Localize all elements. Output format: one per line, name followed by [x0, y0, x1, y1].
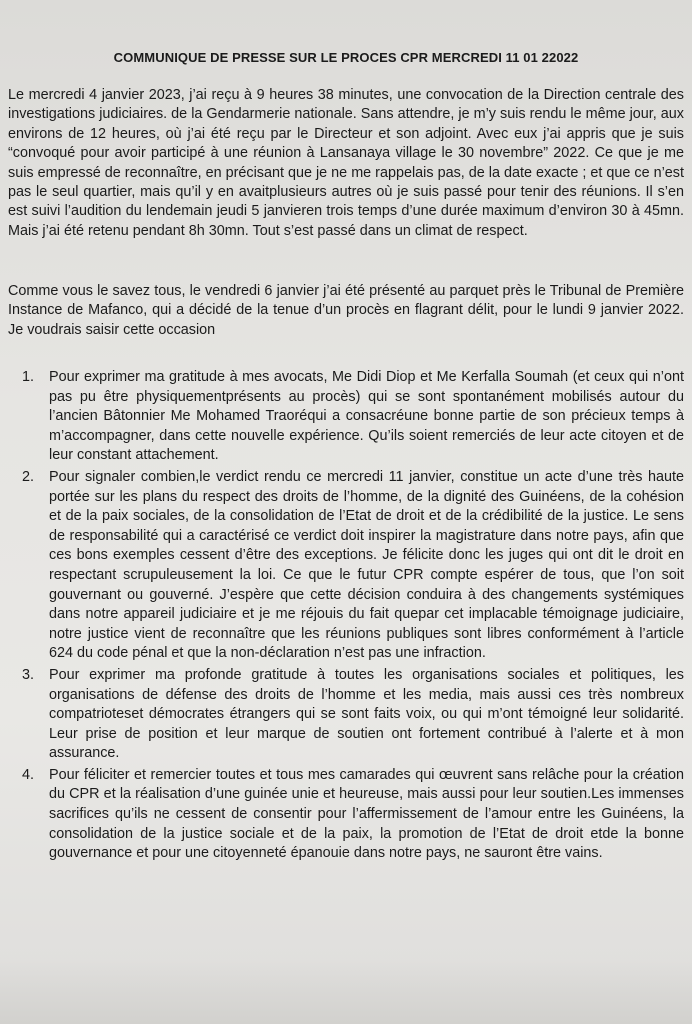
numbered-list [8, 368, 684, 866]
list-item [8, 468, 684, 664]
list-item-text: Pour exprimer ma profonde gratitude à toutes les organisations sociales et politiques, les organisations de défense des droits de l’homme et les media, mais aussi ces très nombreux compatrioteset démocrates étrangers qui se sont faits voix, ou qui m’ont témoigné leur solidarité. Leur prise de position et leur marque de soutien ont fortement contribué à l’alerte et à mon assurance. [49, 666, 684, 762]
list-item-number: 3. [22, 666, 35, 683]
list-item-number: 1. [22, 369, 35, 385]
list-item [8, 666, 684, 764]
page-bottom-shadow [0, 960, 692, 1024]
list-item-text: Pour féliciter et remercier toutes et tous mes camarades qui œuvrent sans relâche pour la création du CPR et la réalisation d’une guinée unie et heureuse, mais aussi pour leur soutien.Les immenses sacrifices qu’ils ne cessent de consentir pour l’affermissement de l’amour entre les Guinéens, la consolidation de la justice sociale et de la paix, la promotion de l’Etat de droit etde la bonne gouvernance et pour une citoyenneté épanouie dans notre pays, ne sauront être vains. [49, 766, 684, 862]
list-item [8, 368, 684, 466]
paragraph-tribunal: Comme vous le savez tous, le vendredi 6 janvier j’ai été présenté au parquet près le Tribunal de Première Instance de Mafanco, qui a décidé de la tenue d’un procès en flagrant délit, pour le lundi 9 janvier 2022. Je voudrais saisir cette occasion [8, 283, 684, 338]
list-item-number: 4. [22, 766, 35, 783]
list-item-text: Pour signaler combien,le verdict rendu ce mercredi 11 janvier, constitue un acte d’une très haute portée sur les plans du respect des droits de l’homme, de la dignité des Guinéens, de la cohésion et de la paix sociales, de la consolidation de l’Etat de droit et de la crédibilité de la justice. Le sens de responsabilité qui a caractérisé ce verdict doit inspirer la magistrature dans notre pays, afin que ces bons exemples cessent d’être des exceptions. Je félicite donc les juges qui ont dit le droit en respectant scrupuleusement la loi. Ce que le futur CPR compte espérer de tous, que l’on soit gouvernant ou gouverné. J’espère que cette décision conduira à des changements systémiques dans notre appareil judiciaire et je me réjouis du fait quepar cet implacable témoignage judiciaire, notre justice vient de reconnaître que les réunions publiques sont libres conformément à l’article 624 du code pénal et que la non-déclaration n’est pas une infraction. [49, 468, 684, 662]
list-item-number: 2. [22, 468, 35, 485]
list-item-text: Pour exprimer ma gratitude à mes avocats, Me Didi Diop et Me Kerfalla Soumah (et ceux qui n’ont pas pu être physiquementprésents au procès) qui se sont spontanément mobilisés autour du l’ancien Bâtonnier Me Mohamed Traoréqui a consacréune bonne partie de son précieux temps à m’accompagner, dans cette nouvelle expérience. Qu’ils soient remerciés de leur acte citoyen et de leur constant attachement. [49, 369, 684, 464]
list-item [8, 766, 684, 864]
paragraph-convocation: Le mercredi 4 janvier 2023, j’ai reçu à 9 heures 38 minutes, une convocation de la Direction centrale des investigations judiciaires. de la Gendarmerie nationale. Sans attendre, je m’y suis rendu le même jour, aux environs de 12 heures, où j’ai été reçu par le Directeur et son adjoint. Avec eux j’ai appris que je suis “convoqué pour avoir participé à une réunion à Lansanaya village le 30 novembre” 2022. Ce que je me suis empressé de reconnaître, en précisant que je ne me rappelais pas, de la date exacte ; et que ce n’est pas le seul quartier, mais qu’il y en avaitplusieurs autres où je suis passé pour tenir des réunions. Il s’en est suivi l’audition du lendemain jeudi 5 janvieren trois temps d’une durée maximum d’environ 30 à 45mn. Mais j’ai été retenu pendant 8h 30mn. Tout s’est passé dans un climat de respect. [8, 87, 684, 239]
document-title: COMMUNIQUE DE PRESSE SUR LE PROCES CPR MERCREDI 11 01 22022 [113, 50, 579, 65]
